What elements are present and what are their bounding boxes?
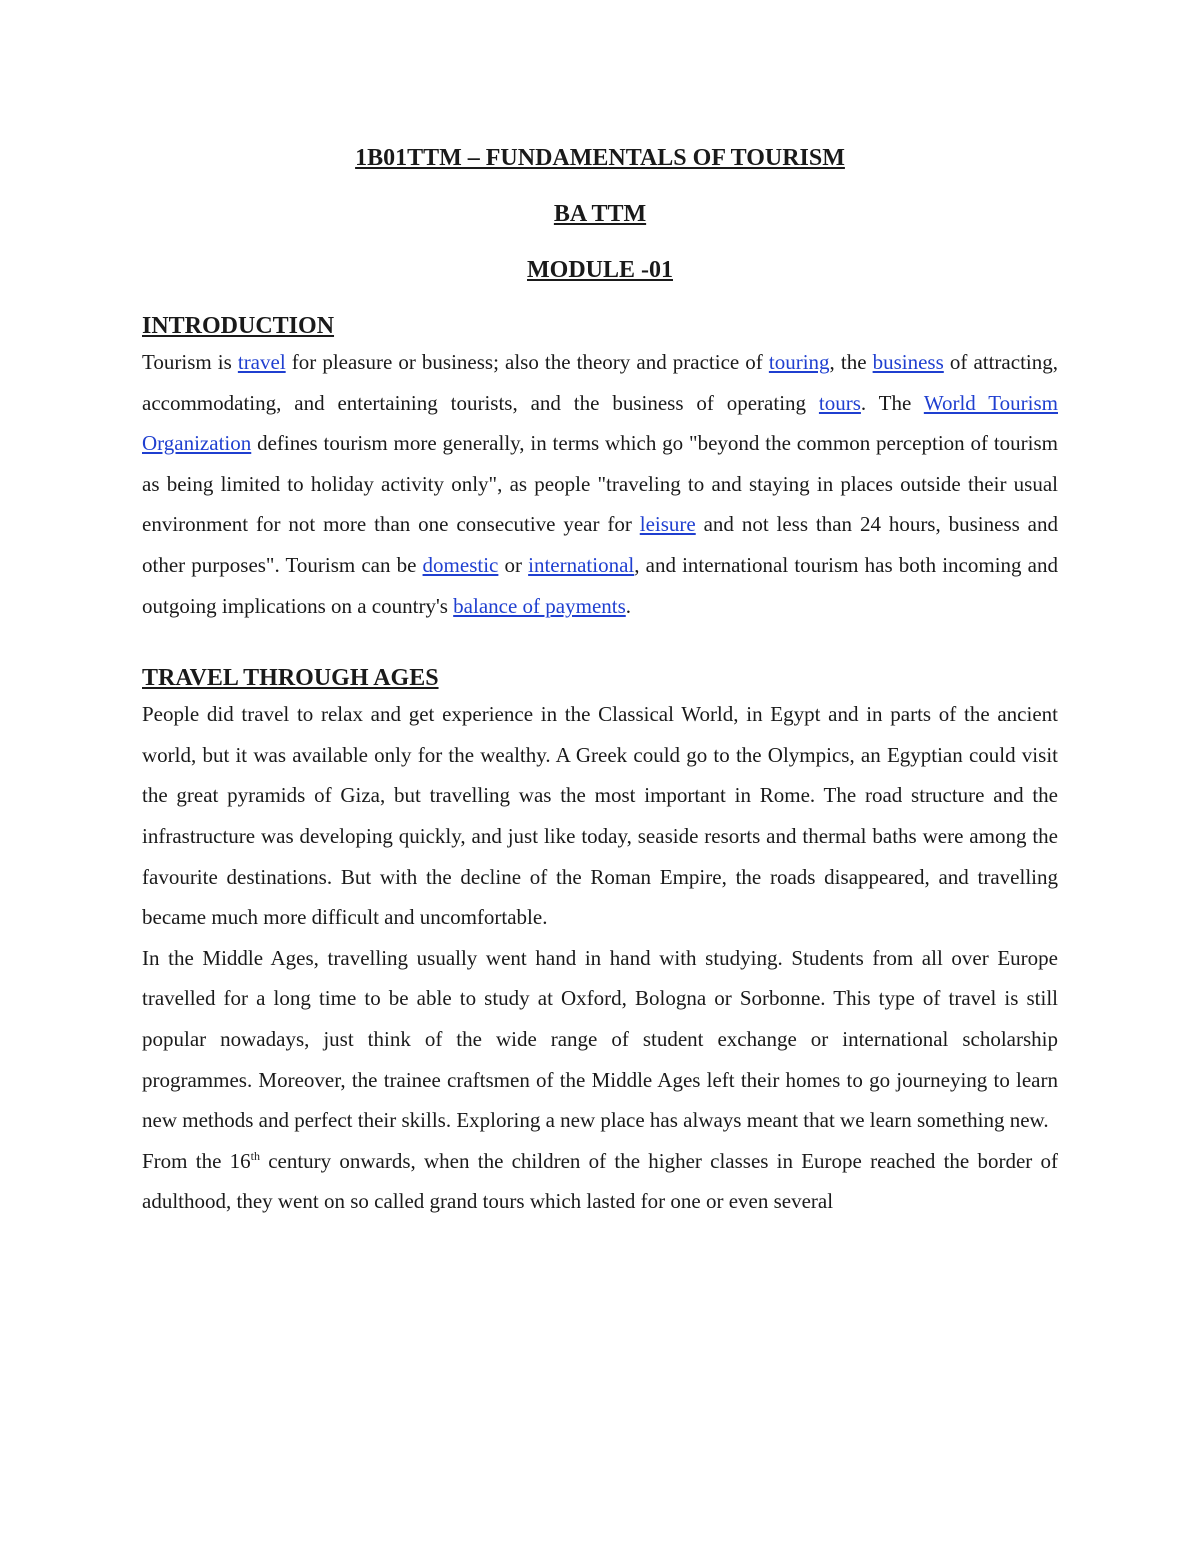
link-touring[interactable]: touring: [768, 350, 830, 374]
intro-text: of attracting, accommodating, and entertaining tourists, and the business of operating: [142, 350, 1058, 415]
intro-text: , and international tourism has both incoming and outgoing implications on a country's: [142, 552, 1058, 618]
program-title: BA TTM: [553, 201, 647, 227]
link-business[interactable]: business: [872, 350, 944, 374]
module-title: MODULE -01: [527, 257, 673, 283]
grand-tours-text: From the 16: [142, 1148, 251, 1173]
intro-text: .: [625, 593, 632, 618]
intro-text: , the: [829, 350, 873, 374]
link-travel[interactable]: travel: [237, 350, 286, 374]
intro-text: defines tourism more generally, in terms which go "beyond the common perception of tourism as being limited to holiday activity only", as people "traveling to and staying in places outside their usual environment for not more than one consecutive year for: [142, 431, 1058, 537]
introduction-paragraph: [142, 342, 1058, 626]
intro-text: . The: [860, 390, 924, 415]
intro-text: or: [498, 552, 529, 577]
course-title: 1B01TTM – FUNDAMENTALS OF TOURISM: [355, 145, 845, 171]
grand-tours-text: century onwards, when the children of the higher classes in Europe reached the border of adulthood, they went on so called grand tours which lasted for one or even several: [142, 1148, 1058, 1214]
ages-paragraph-classical: People did travel to relax and get experience in the Classical World, in Egypt and in parts of the ancient world, but it was available only for the wealthy. A Greek could go to the Olympics, an Egyptian could visit the great pyramids of Giza, but travelling was the most important in Rome. The road structure and the infrastructure was developing quickly, and just like today, seaside resorts and thermal baths were among the favourite destinations. But with the decline of the Roman Empire, the roads disappeared, and travelling became much more difficult and uncomfortable.: [142, 702, 1058, 930]
link-world-tourism-organization[interactable]: World Tourism Organization: [142, 390, 1058, 456]
introduction-heading: INTRODUCTION: [142, 313, 335, 339]
ordinal-superscript: th: [250, 1148, 260, 1163]
intro-text: for pleasure or business; also the theory and practice of: [285, 350, 769, 374]
link-international[interactable]: international: [528, 552, 635, 577]
intro-text: Tourism is: [142, 350, 238, 374]
link-leisure[interactable]: leisure: [639, 512, 696, 537]
link-tours[interactable]: tours: [818, 390, 861, 415]
link-domestic[interactable]: domestic: [422, 552, 499, 577]
travel-through-ages-heading: TRAVEL THROUGH AGES: [142, 665, 439, 692]
ages-paragraph-middle-ages: In the Middle Ages, travelling usually went hand in hand with studying. Students from all over Europe travelled for a long time to be able to study at Oxford, Bologna or Sorbonne. This type of travel is still popular nowadays, just think of the wide range of student exchange or international scholarship programmes. Moreover, the trainee craftsmen of the Middle Ages left their homes to go journeying to learn new methods and perfect their skills. Exploring a new place has always meant that we learn something new.: [142, 945, 1058, 1133]
link-balance-of-payments[interactable]: balance of payments: [453, 593, 626, 618]
intro-text: and not less than 24 hours, business and other purposes". Tourism can be: [142, 512, 1058, 577]
ages-paragraph-grand-tours: [142, 1141, 1058, 1222]
